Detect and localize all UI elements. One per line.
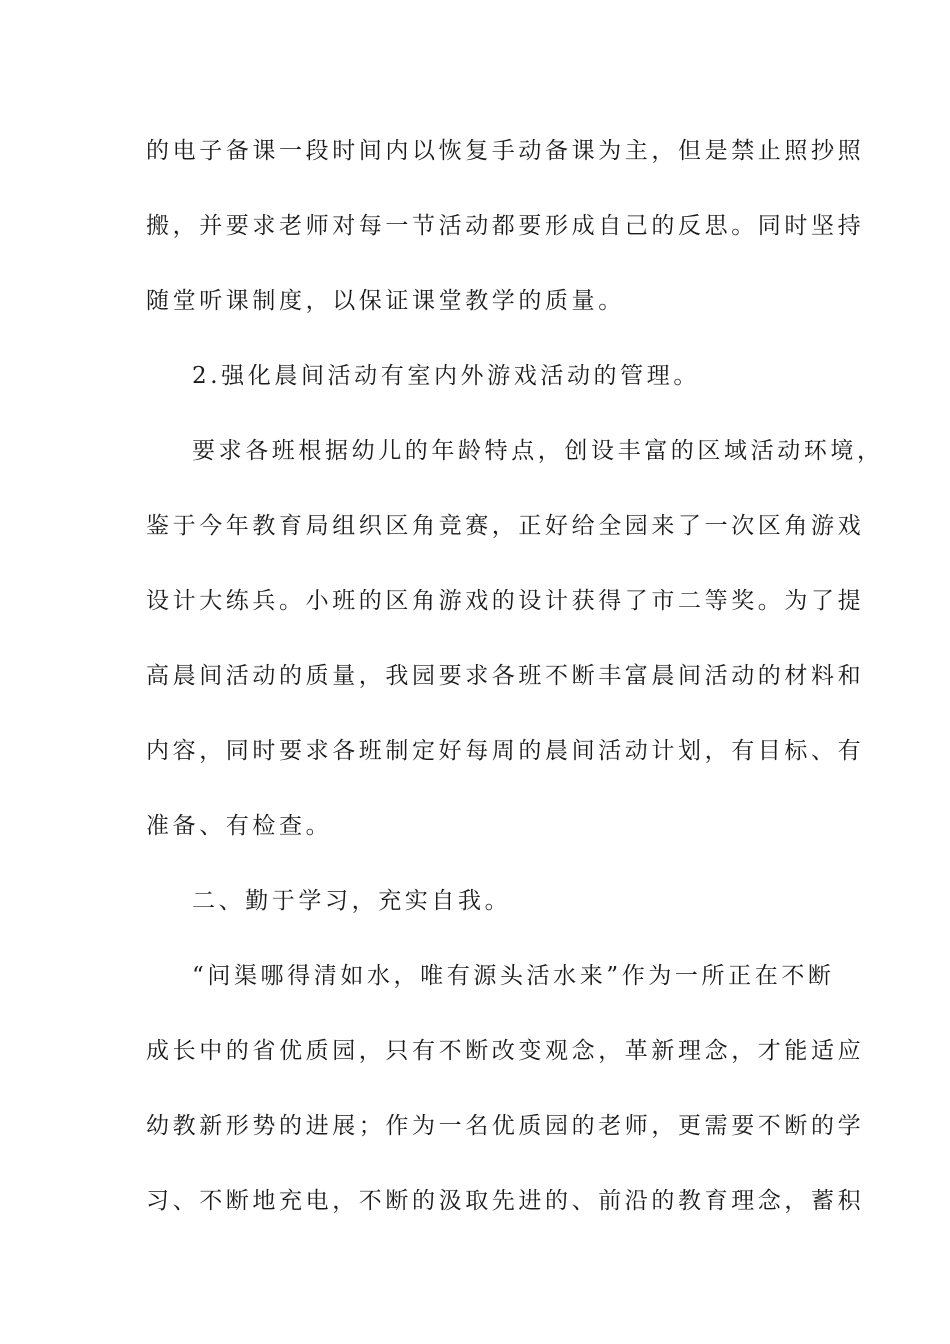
text-line: 的电子备课一段时间内以恢复手动备课为主，但是禁止照抄照 — [146, 138, 865, 164]
text-line: 高晨间活动的质量，我园要求各班不断丰富晨间活动的材料和 — [146, 663, 865, 689]
section-heading: 2.强化晨间活动有室内外游戏活动的管理。 — [192, 363, 700, 389]
text-line: 鉴于今年教育局组织区角竞赛，正好给全园来了一次区角游戏 — [146, 513, 865, 539]
text-line: 成长中的省优质园，只有不断改变观念，革新理念，才能适应 — [146, 1038, 865, 1064]
text-line: “问渠哪得清如水，唯有源头活水来”作为一所正在不断 — [192, 963, 835, 989]
text-line: 随堂听课制度，以保证课堂教学的质量。 — [146, 288, 625, 314]
text-line: 搬，并要求老师对每一节活动都要形成自己的反思。同时坚持 — [146, 213, 865, 239]
text-line: 习、不断地充电，不断的汲取先进的、前沿的教育理念，蓄积 — [146, 1188, 865, 1214]
text-line: 准备、有检查。 — [146, 813, 333, 839]
text-line: 要求各班根据幼儿的年龄特点，创设丰富的区域活动环境， — [192, 438, 884, 464]
text-line: 设计大练兵。小班的区角游戏的设计获得了市二等奖。为了提 — [146, 588, 865, 614]
section-heading: 二、勤于学习，充实自我。 — [192, 888, 512, 914]
text-line: 幼教新形势的进展；作为一名优质园的老师，更需要不断的学 — [146, 1113, 865, 1139]
text-line: 内容，同时要求各班制定好每周的晨间活动计划，有目标、有 — [146, 738, 865, 764]
